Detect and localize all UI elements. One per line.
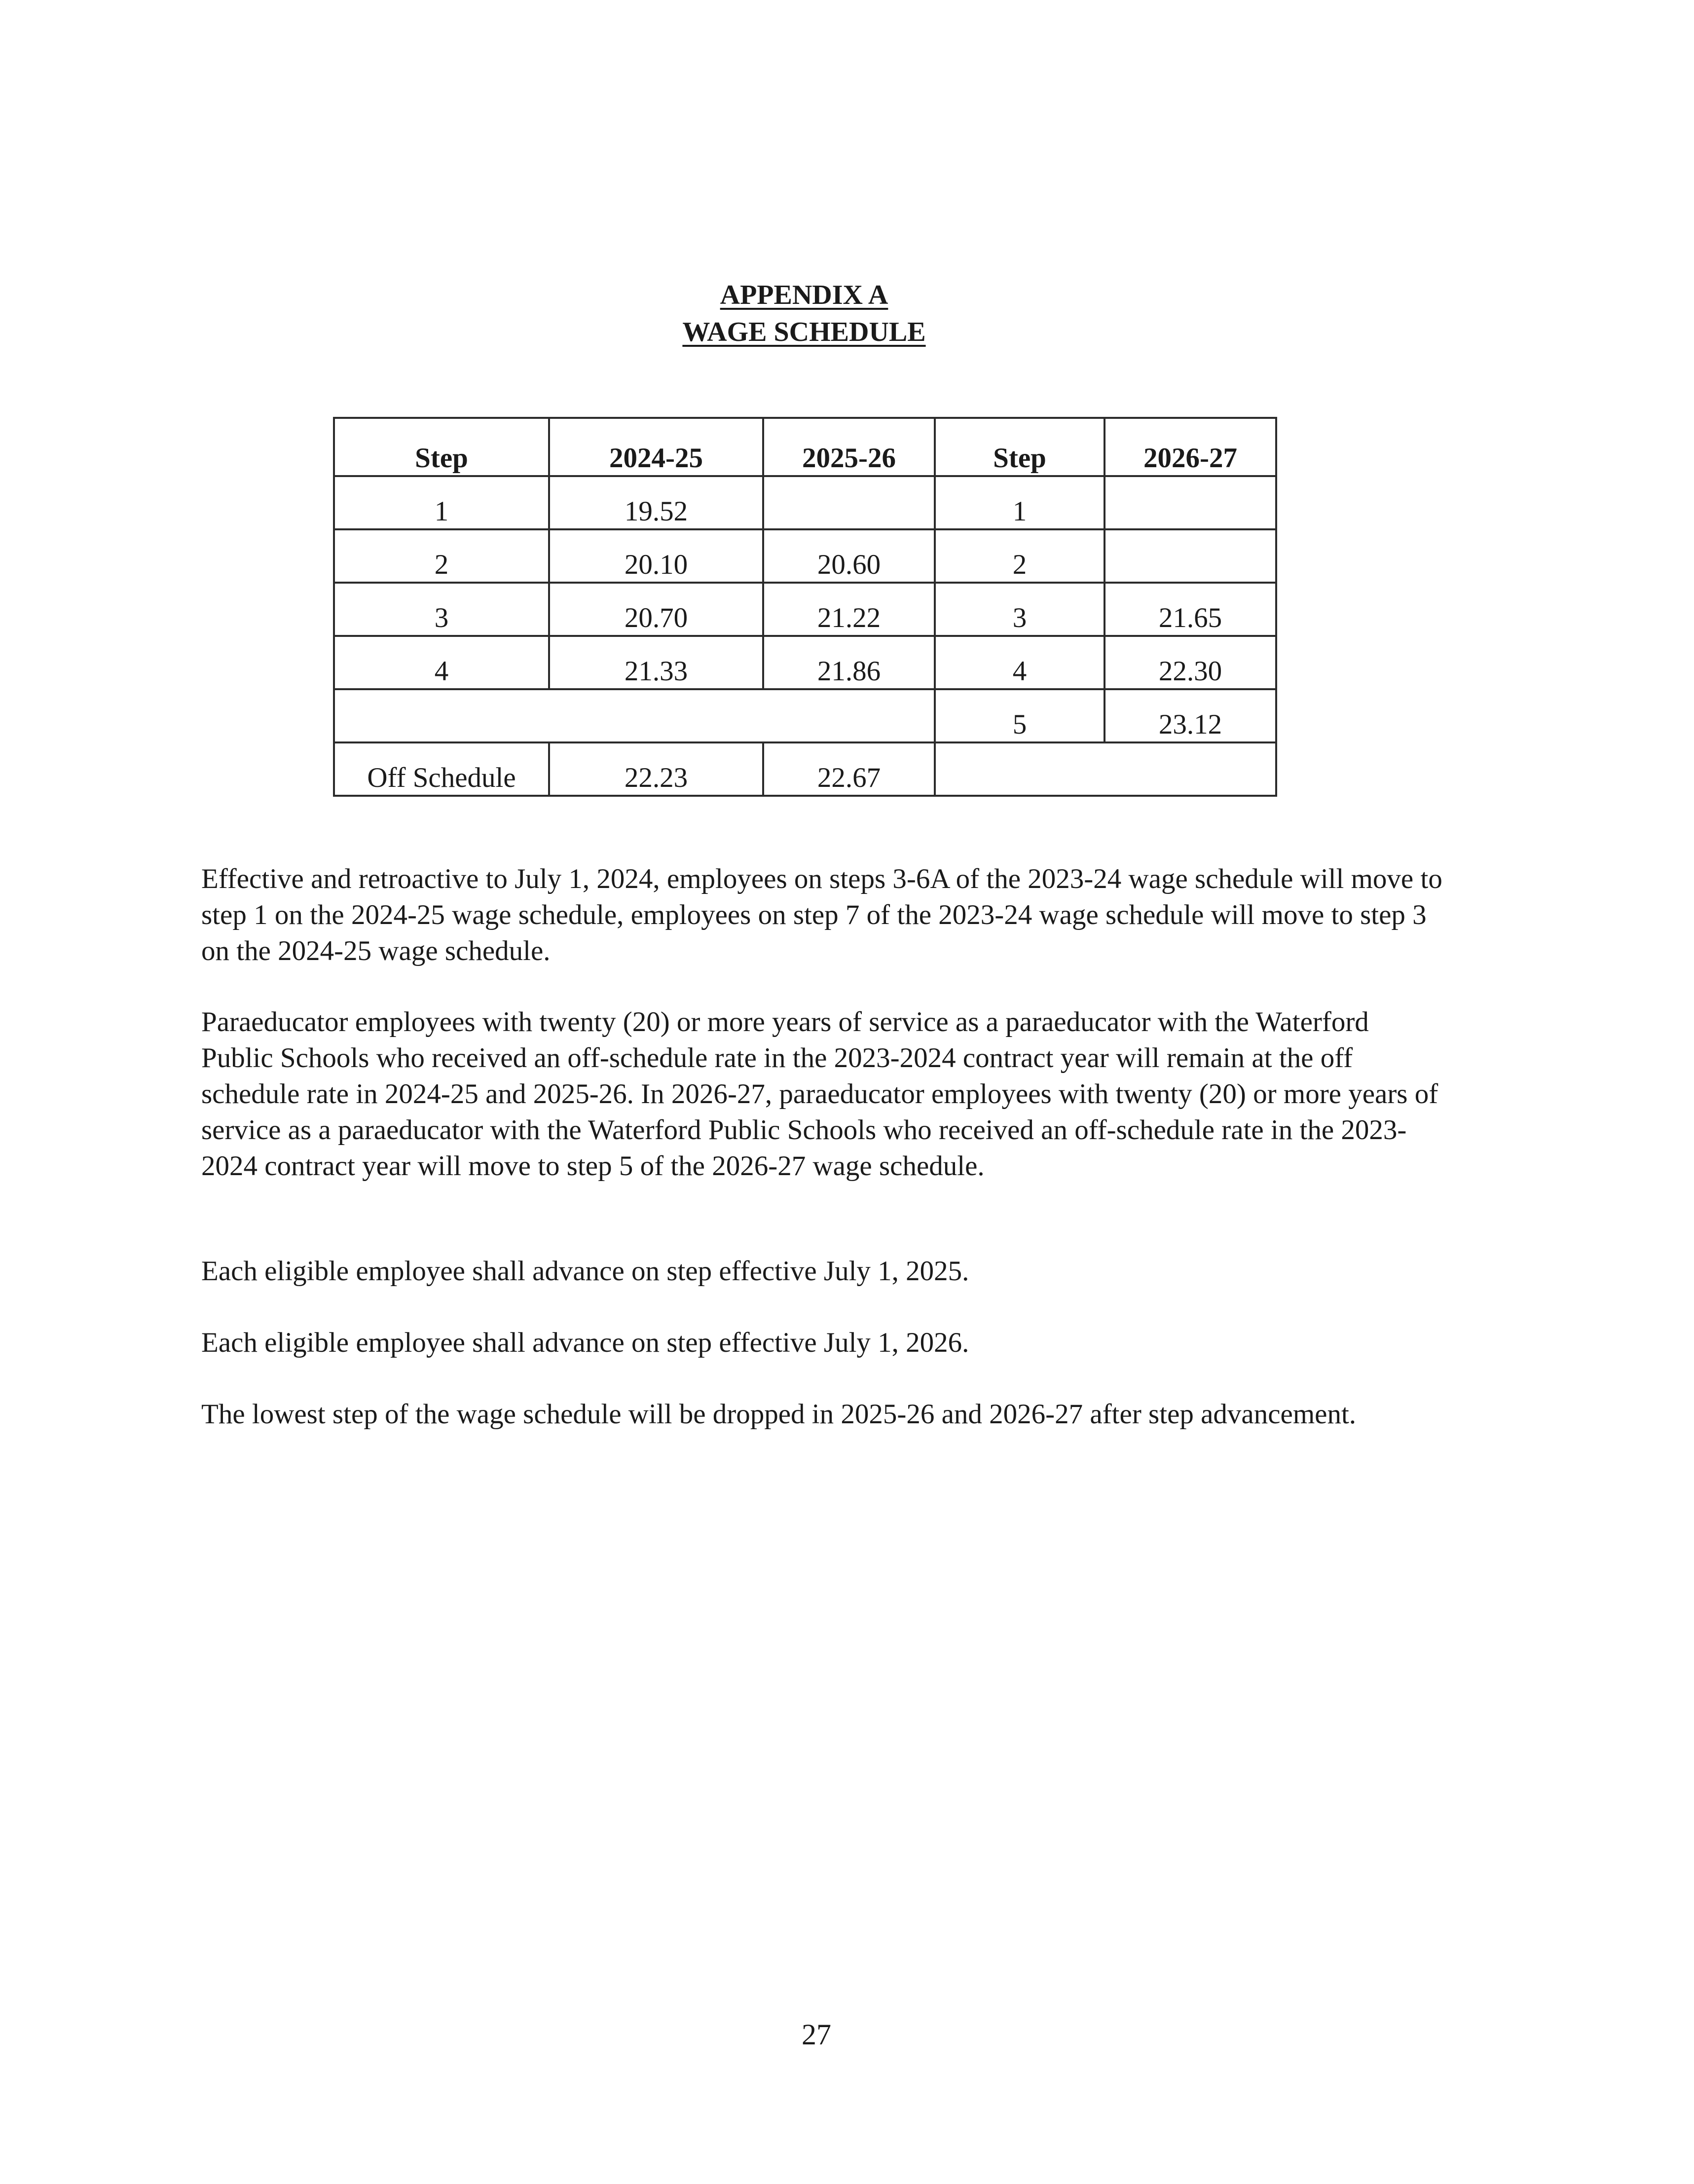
rate-2024-25-cell: 21.33: [549, 636, 763, 689]
rate-2024-25-cell: 20.70: [549, 583, 763, 636]
step-cell: 5: [935, 689, 1105, 742]
table-header-row: [334, 418, 1276, 476]
rate-2024-25-cell: 20.10: [549, 529, 763, 583]
header-step: Step: [334, 418, 549, 476]
table-row: [334, 636, 1276, 689]
empty-cell: [935, 742, 1276, 796]
page-number: 27: [802, 2018, 831, 2051]
step-cell: 4: [334, 636, 549, 689]
wage-schedule-title: WAGE SCHEDULE: [682, 317, 926, 347]
wage-schedule-table: [333, 417, 1277, 797]
table-row: [334, 583, 1276, 636]
rate-2025-26-cell: 21.86: [763, 636, 935, 689]
step-cell: 2: [334, 529, 549, 583]
rate-2026-27-cell: [1105, 529, 1276, 583]
paragraph-advance-2026: Each eligible employee shall advance on step effective July 1, 2026.: [201, 1327, 969, 1358]
off-schedule-row: [334, 742, 1276, 796]
off-schedule-2025-26: 22.67: [763, 742, 935, 796]
step-2026-cell: 2: [935, 529, 1105, 583]
table-row: [334, 529, 1276, 583]
rate-2026-27-cell: 21.65: [1105, 583, 1276, 636]
table-row: [334, 689, 1276, 742]
header-2024-25: 2024-25: [549, 418, 763, 476]
rate-2026-27-cell: 23.12: [1105, 689, 1276, 742]
rate-2026-27-cell: [1105, 476, 1276, 529]
step-2026-cell: 4: [935, 636, 1105, 689]
rate-2024-25-cell: 19.52: [549, 476, 763, 529]
rate-2026-27-cell: 22.30: [1105, 636, 1276, 689]
header-2025-26: 2025-26: [763, 418, 935, 476]
appendix-title: APPENDIX A: [720, 280, 888, 310]
step-cell: 3: [334, 583, 549, 636]
empty-cell: [334, 689, 935, 742]
paragraph-advance-2025: Each eligible employee shall advance on step effective July 1, 2025.: [201, 1256, 969, 1287]
header-2026-27: 2026-27: [1105, 418, 1276, 476]
paragraph-paraeducator: Paraeducator employees with twenty (20) or more years of service as a paraeducator with the Waterford Public Schools who received an off-schedule rate in the 2023-2024 contract year will remain at the off schedule rate in 2024-25 and 2025-26. In 2026-27, paraeducator employees with twenty (20) or more years of service as a paraeducator with the Waterford Public Schools who received an off-schedule rate in the 2023-2024 contract year will move to step 5 of the 2026-27 wage schedule.: [201, 1006, 1438, 1182]
off-schedule-2024-25: 22.23: [549, 742, 763, 796]
paragraph-lowest-step: The lowest step of the wage schedule will be dropped in 2025-26 and 2026-27 after step advancement.: [201, 1399, 1357, 1430]
step-cell: 1: [334, 476, 549, 529]
rate-2025-26-cell: 21.22: [763, 583, 935, 636]
header-step-2026: Step: [935, 418, 1105, 476]
step-2026-cell: 1: [935, 476, 1105, 529]
rate-2025-26-cell: [763, 476, 935, 529]
off-schedule-label: Off Schedule: [334, 742, 549, 796]
table-row: [334, 476, 1276, 529]
step-2026-cell: 3: [935, 583, 1105, 636]
paragraph-retroactive: Effective and retroactive to July 1, 2024, employees on steps 3-6A of the 2023-24 wage schedule will move to step 1 on the 2024-25 wage schedule, employees on step 7 of the 2023-24 wage schedule will move to step 3 on the 2024-25 wage schedule.: [201, 863, 1442, 966]
rate-2025-26-cell: 20.60: [763, 529, 935, 583]
